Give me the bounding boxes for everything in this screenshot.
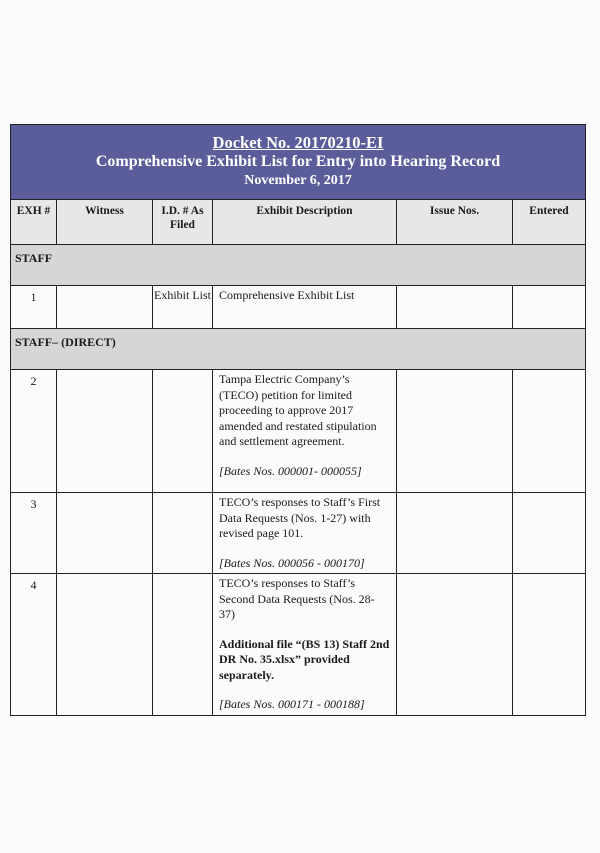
document-title-banner	[11, 125, 586, 200]
entered-cell	[513, 286, 586, 329]
table-row	[11, 370, 586, 493]
bates-range: [Bates Nos. 000001- 000055]	[219, 463, 362, 478]
col-header-entered: Entered	[513, 200, 586, 245]
bates-range: [Bates Nos. 000056 - 000170]	[219, 555, 365, 570]
id-filed-cell	[153, 493, 213, 574]
section-row-staff	[11, 245, 586, 286]
description-text: Tampa Electric Company’s (TECO) petition for limited proceeding to approve 2017 amended and restated stipulation and settlement agreement.	[219, 372, 377, 448]
exhibit-description	[213, 493, 397, 574]
exhibit-description	[213, 574, 397, 716]
issue-nos-cell	[397, 370, 513, 493]
description-text: Comprehensive Exhibit List	[219, 288, 355, 302]
col-header-witness: Witness	[57, 200, 153, 245]
col-header-exh: EXH #	[11, 200, 57, 245]
id-filed-cell: Exhibit List	[153, 286, 213, 329]
exhibit-description	[213, 286, 397, 329]
id-filed-cell	[153, 574, 213, 716]
witness-cell	[57, 493, 153, 574]
exhibit-number: 1	[11, 286, 57, 329]
exhibit-number: 2	[11, 370, 57, 493]
table-row	[11, 493, 586, 574]
exhibit-list-table	[10, 124, 586, 716]
issue-nos-cell	[397, 493, 513, 574]
section-row-staff-direct	[11, 329, 586, 370]
issue-nos-cell	[397, 574, 513, 716]
col-header-id-filed: I.D. # As Filed	[153, 200, 213, 245]
col-header-description: Exhibit Description	[213, 200, 397, 245]
section-label-staff: STAFF	[11, 245, 586, 286]
witness-cell	[57, 286, 153, 329]
column-header-row	[11, 200, 586, 245]
description-text: TECO’s responses to Staff’s Second Data Requests (Nos. 28-37)	[219, 576, 375, 621]
bates-range: [Bates Nos. 000171 - 000188]	[219, 697, 365, 711]
witness-cell	[57, 370, 153, 493]
entered-cell	[513, 370, 586, 493]
docket-number: Docket No. 20170210-EI	[212, 133, 384, 152]
entered-cell	[513, 493, 586, 574]
entered-cell	[513, 574, 586, 716]
hearing-date: November 6, 2017	[244, 173, 352, 188]
document-heading: Comprehensive Exhibit List for Entry into Hearing Record	[95, 153, 501, 170]
table-row	[11, 286, 586, 329]
witness-cell	[57, 574, 153, 716]
exhibit-number: 3	[11, 493, 57, 574]
id-filed-cell	[153, 370, 213, 493]
additional-file-note: Additional file “(BS 13) Staff 2nd DR No. 35.xlsx” provided separately.	[219, 636, 390, 682]
exhibit-description	[213, 370, 397, 493]
section-label-staff-direct: STAFF– (DIRECT)	[11, 329, 586, 370]
exhibit-number: 4	[11, 574, 57, 716]
issue-nos-cell	[397, 286, 513, 329]
table-row	[11, 574, 586, 716]
description-text: TECO’s responses to Staff’s First Data Requests (Nos. 1-27) with revised page 101.	[219, 495, 381, 540]
col-header-issue-nos: Issue Nos.	[397, 200, 513, 245]
